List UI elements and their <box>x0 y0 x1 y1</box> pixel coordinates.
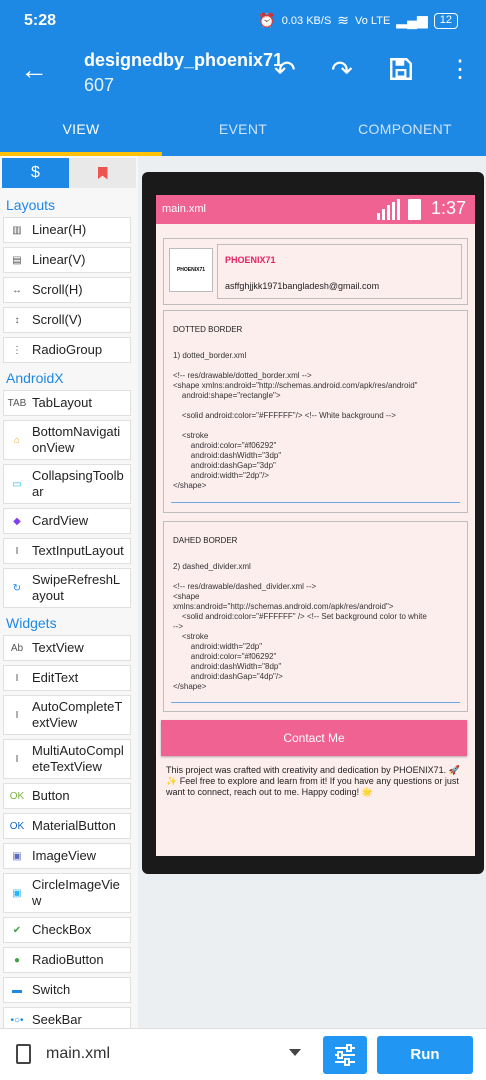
battery-indicator: 12 <box>434 13 458 29</box>
autocomplete-icon: I <box>15 709 19 721</box>
linear-v-icon: ▤ <box>12 254 22 266</box>
button-icon: OK <box>9 790 25 802</box>
palette-item-button[interactable] <box>3 783 131 809</box>
palette-item-label: Linear(V) <box>32 252 86 267</box>
palette-item-label: ImageView <box>32 848 97 863</box>
palette-item-bottomnavigationview[interactable] <box>3 420 131 460</box>
bottom-bar <box>0 1028 486 1080</box>
palette-item-label: CircleImageView <box>32 877 120 908</box>
network-type: Vo LTE <box>355 14 391 27</box>
widget-palette <box>0 156 138 1028</box>
save-icon[interactable] <box>388 56 414 87</box>
undo-icon[interactable]: ↶ <box>274 55 296 85</box>
switch-icon: ▬ <box>12 984 22 996</box>
dollar-icon[interactable]: $ <box>2 158 69 188</box>
design-canvas <box>138 156 486 1028</box>
palette-item-materialbutton[interactable] <box>3 813 131 839</box>
palette-item-label: RadioButton <box>32 952 104 967</box>
status-bar <box>0 0 486 42</box>
tab-component[interactable]: COMPONENT <box>358 121 452 137</box>
palette-item-textview[interactable] <box>3 635 131 661</box>
palette-item-label: CollapsingToolbar <box>32 468 124 499</box>
preview-screen[interactable] <box>156 195 475 856</box>
dotted-title: DOTTED BORDER <box>173 325 243 334</box>
palette-item-label: CheckBox <box>32 922 92 937</box>
palette-item-textinputlayout[interactable] <box>3 538 131 564</box>
run-button[interactable]: Run <box>377 1036 473 1074</box>
palette-item-label: Scroll(V) <box>32 312 82 327</box>
palette-item-autocompletetextview[interactable] <box>3 695 131 735</box>
palette-item-switch[interactable] <box>3 977 131 1003</box>
palette-item-label: CardView <box>32 513 89 528</box>
footer-text: This project was crafted with creativity and dedication by PHOENIX71. 🚀 ✨ Feel free to explore and learn from it! If you have any questions or just want to connect, reach out to me. Happy coding! 🌟 <box>166 765 460 797</box>
edittext-icon: I <box>15 672 19 684</box>
multiauto-icon: I <box>15 753 19 765</box>
palette-section-title: Widgets <box>6 615 57 631</box>
profile-name: PHOENIX71 <box>225 255 276 265</box>
palette-item-scroll(h)[interactable] <box>3 277 131 303</box>
palette-item-label: Linear(H) <box>32 222 87 237</box>
palette-item-label: Switch <box>32 982 71 997</box>
preview-file-name: main.xml <box>162 203 207 215</box>
imageview-icon: ▣ <box>12 850 22 862</box>
signal-icon <box>377 199 401 225</box>
radiobutton-icon: ● <box>13 954 21 966</box>
palette-section-title: AndroidX <box>6 370 64 386</box>
settings-tune-button[interactable] <box>323 1036 367 1074</box>
palette-item-linear(h)[interactable] <box>3 217 131 243</box>
refresh-icon: ↻ <box>12 582 22 594</box>
signal-icon: ▂▄▆ <box>396 12 428 28</box>
profile-logo: PHOENIX71 <box>169 248 213 292</box>
palette-item-label: RadioGroup <box>32 342 103 357</box>
redo-icon[interactable]: ↷ <box>331 55 353 85</box>
palette-item-label: Button <box>32 788 70 803</box>
palette-item-tablayout[interactable] <box>3 390 131 416</box>
profile-card <box>163 238 468 305</box>
radiogroup-icon: ⋮ <box>12 344 22 356</box>
palette-section-title: Layouts <box>6 197 56 213</box>
palette-item-collapsingtoolbar[interactable] <box>3 464 131 504</box>
palette-item-radiogroup[interactable] <box>3 337 131 363</box>
palette-item-label: MaterialButton <box>32 818 116 833</box>
preview-clock: 1:37 <box>431 198 467 218</box>
palette-item-scroll(v)[interactable] <box>3 307 131 333</box>
palette-item-edittext[interactable] <box>3 665 131 691</box>
more-vert-icon[interactable]: ⋮ <box>448 56 472 83</box>
materialbutton-icon: OK <box>9 820 25 832</box>
dashed-border-card <box>163 521 468 712</box>
tab-event[interactable]: EVENT <box>218 121 268 137</box>
scroll-v-icon: ↕ <box>14 314 20 326</box>
textview-icon: Ab <box>10 642 24 654</box>
chevron-down-icon[interactable] <box>289 1049 301 1056</box>
network-speed: 0.03 KB/S <box>281 14 332 27</box>
checkbox-icon: ✔ <box>12 924 22 936</box>
project-title: designedby_phoenix71 <box>84 50 284 70</box>
tab-view[interactable]: VIEW <box>62 121 100 137</box>
textinput-icon: I <box>15 545 19 557</box>
scroll-h-icon: ↔ <box>12 284 22 296</box>
bookmark-icon[interactable] <box>69 158 136 188</box>
palette-item-label: SwipeRefreshLayout <box>32 572 121 603</box>
dotted-border-card <box>163 310 468 513</box>
editor-tabs <box>0 104 486 156</box>
toolbar-icon: ▭ <box>12 478 22 490</box>
profile-email: asffghjjkk1971bangladesh@gmail.com <box>225 281 380 291</box>
file-selector[interactable]: main.xml <box>46 1045 111 1062</box>
palette-item-circleimageview[interactable] <box>3 873 131 913</box>
dashed-title: DAHED BORDER <box>173 536 238 545</box>
palette-item-multiautocompletetextview[interactable] <box>3 739 131 779</box>
dotted-underline <box>171 502 460 503</box>
palette-item-imageview[interactable] <box>3 843 131 869</box>
tablayout-icon: TAB <box>7 397 27 409</box>
palette-item-linear(v)[interactable] <box>3 247 131 273</box>
back-arrow-icon[interactable]: ← <box>20 54 48 85</box>
preview-appbar <box>156 195 475 224</box>
circleimage-icon: ▣ <box>12 887 22 899</box>
phone-frame <box>142 172 484 874</box>
dashed-code: 2) dashed_divider.xml <!-- res/drawable/dashed_divider.xml --> <shape xmlns:android="http://schemas.android.com/apk/res/android"> <solid android:color="#FFFFFF" /> <!-- Set background color to white --> <stroke android:width="2dp" android:color="#f06292" android:dashWidth="8dp" android:dashGap="4dp"/> </shape> <box>173 562 427 691</box>
palette-item-label: TextInputLayout <box>32 543 124 558</box>
palette-item-label: Scroll(H) <box>32 282 83 297</box>
linear-h-icon: ▥ <box>12 224 22 236</box>
dashed-underline <box>171 702 460 703</box>
alarm-icon: ⏰ <box>258 12 276 28</box>
dotted-code: 1) dotted_border.xml <!-- res/drawable/dotted_border.xml --> <shape xmlns:android="http://schemas.android.com/apk/res/android" android:shape="rectangle"> <solid android:color="#FFFFFF"/> <!-- White background --> <stroke android:color="#f06292" android:dashWidth="3dp" android:dashGap="3dp" android:width="2dp"/> </shape> <box>173 351 418 490</box>
palette-item-label: MultiAutoCompleteTextView <box>32 743 124 774</box>
palette-item-label: TextView <box>32 640 84 655</box>
palette-item-cardview[interactable] <box>3 508 131 534</box>
contact-button[interactable]: Contact Me <box>161 720 467 756</box>
palette-item-label: SeekBar <box>32 1012 82 1027</box>
seekbar-icon: •○• <box>10 1014 24 1026</box>
battery-icon <box>408 199 421 220</box>
palette-item-swiperefreshlayout[interactable] <box>3 568 131 608</box>
app-bar <box>0 42 486 104</box>
project-id: 607 <box>84 75 115 95</box>
tune-icon <box>333 1044 357 1066</box>
palette-item-label: EditText <box>32 670 79 685</box>
file-icon <box>16 1044 31 1064</box>
wifi-icon: ≋ <box>337 12 350 28</box>
palette-item-label: TabLayout <box>32 395 92 410</box>
status-time: 5:28 <box>24 12 57 29</box>
cardview-icon: ◆ <box>13 515 21 527</box>
palette-item-checkbox[interactable] <box>3 917 131 943</box>
palette-item-radiobutton[interactable] <box>3 947 131 973</box>
palette-item-label: BottomNavigationView <box>32 424 121 455</box>
palette-item-label: AutoCompleteTextView <box>32 699 123 730</box>
bottomnav-icon: ⌂ <box>13 434 21 446</box>
